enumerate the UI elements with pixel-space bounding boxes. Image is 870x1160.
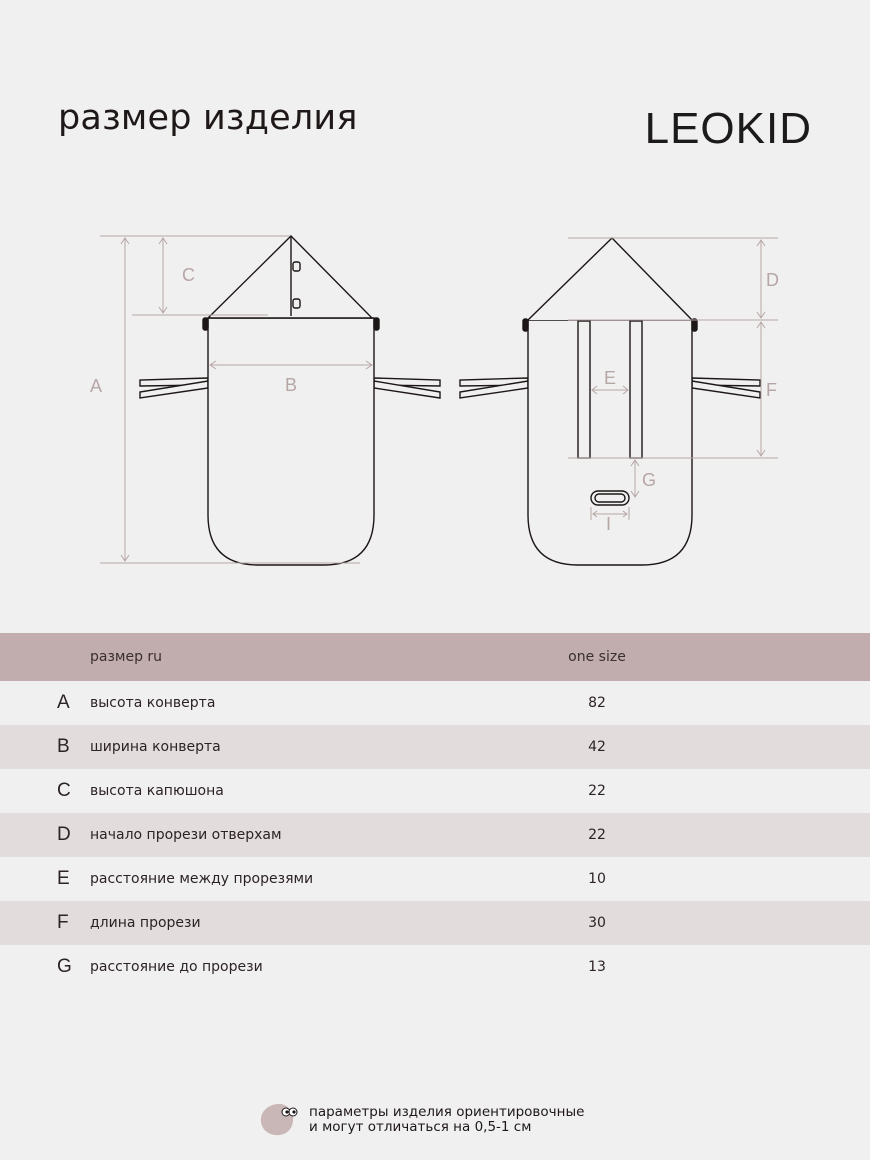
back-left-ties [460,378,528,398]
page-title: размер изделия [58,98,358,138]
disclaimer-line-1: параметры изделия ориентировочные [309,1104,585,1120]
row-value: 22 [588,827,606,843]
row-letter: A [57,692,70,713]
table-header [0,633,870,681]
row-value: 42 [588,739,606,755]
table-row [0,769,870,813]
size-table [0,633,870,989]
label-G: G [642,470,657,490]
table-row [0,813,870,857]
disclaimer-line-2: и могут отличаться на 0,5-1 см [309,1119,532,1135]
table-row [0,945,870,989]
row-letter: E [57,868,70,889]
row-letter: D [57,824,71,845]
front-view [140,236,440,565]
table-row [0,681,870,725]
back-right-ties [692,378,760,398]
label-E: E [604,368,617,388]
row-letter: C [57,780,71,801]
disclaimer-note [260,1100,660,1136]
label-I: I [606,514,612,534]
disclaimer-text [309,1105,584,1135]
row-value: 82 [588,695,606,711]
header-label: размер ru [90,649,163,665]
front-body-outline [208,318,374,565]
row-letter: B [57,736,70,757]
front-hood-outline [208,236,372,318]
front-left-ties [140,378,208,398]
row-label: начало прорези отверхам [90,827,282,843]
zipper-pull-icon [203,318,208,330]
zipper-pull-icon [523,319,528,331]
label-F: F [766,380,777,400]
row-value: 30 [588,915,606,931]
label-D: D [766,270,779,290]
row-label: высота конверта [90,695,216,711]
row-value: 13 [588,959,606,975]
back-hood-outline [528,238,692,320]
label-C: C [182,265,195,285]
blob-face-icon [260,1102,300,1138]
row-letter: G [57,956,72,977]
row-label: расстояние до прорези [90,959,263,975]
table-row [0,857,870,901]
row-label: длина прорези [90,915,201,931]
zipper-pull-icon [692,319,697,331]
label-B: B [285,375,298,395]
table-row [0,901,870,945]
row-value: 22 [588,783,606,799]
row-label: высота капюшона [90,783,224,799]
label-A: A [90,376,103,396]
zipper-pull-icon [374,318,379,330]
row-label: расстояние между прорезями [90,871,314,887]
header-value: one size [568,649,626,665]
front-right-ties [374,378,440,398]
table-row [0,725,870,769]
row-label: ширина конверта [90,739,221,755]
row-letter: F [57,912,69,933]
row-value: 10 [588,871,606,887]
brand-logo: LEOKID [644,104,812,153]
